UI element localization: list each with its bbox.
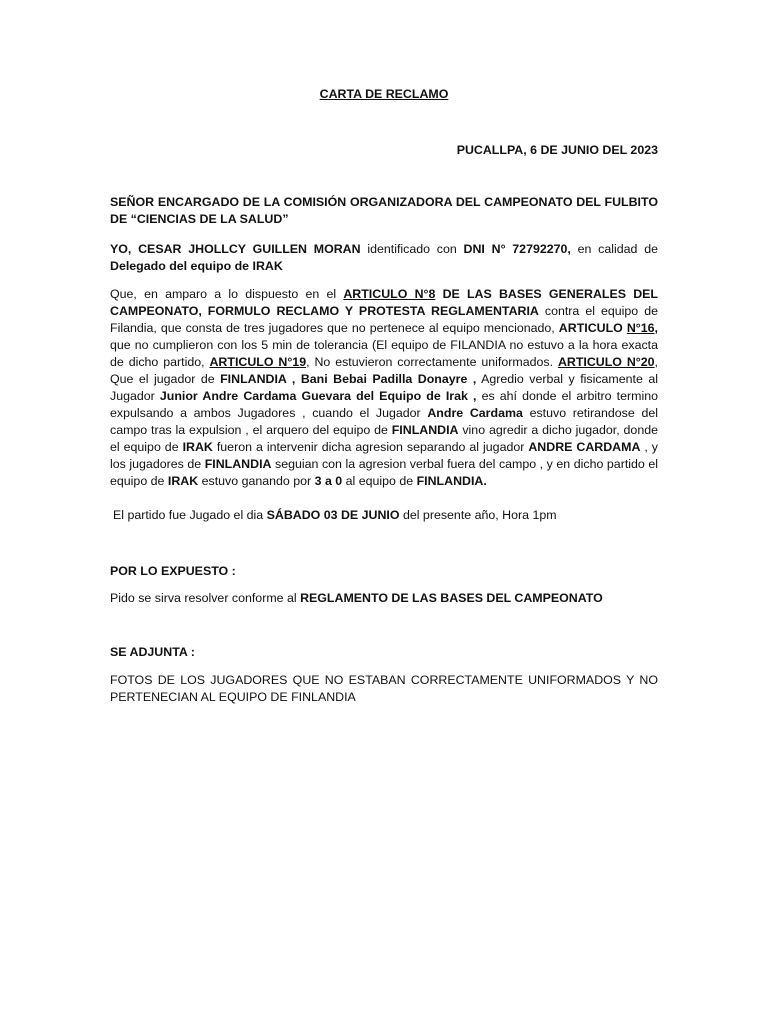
article-8: ARTICULO N°8 (343, 287, 436, 301)
addressee (110, 194, 658, 228)
expuesto-heading: POR LO EXPUESTO : (110, 564, 236, 578)
article-19: ARTICULO N°19 (209, 355, 307, 369)
request-paragraph: Pido se sirva resolver conforme al REGLAMENTO DE LAS BASES DEL CAMPEONATO (110, 591, 603, 605)
place-date-text: PUCALLPA, 6 DE JUNIO DEL 2023 (456, 143, 658, 157)
sender-name: YO, CESAR JHOLLCY GUILLEN MORAN (110, 242, 361, 256)
sender-dni: DNI N° 72792270, (463, 242, 571, 256)
body-paragraph: Que, en amparo a lo dispuesto en el ARTICULO N°8 DE LAS BASES GENERALES DEL CAMPEONATO, FORMULO RECLAMO Y PROTESTA REGLAMENTARIA contra el equipo de Filandia, que consta de tres jugadores que no pertenece al equipo mencionado, ARTICULO N°16, que no cumplieron con los 5 min de tolerancia (El equipo de FILANDIA no estuvo a la hora exacta de dicho partido, ARTICULO N°19, No estuvieron correctamente uniformados. ARTICULO N°20, Que el jugador de FINLANDIA , Bani Bebai Padilla Donayre , Agredio verbal y fisicamente al Jugador Junior Andre Cardama Guevara del Equipo de Irak , es ahí donde el arbitro termino expulsando a ambos Jugadores , cuando el Jugador Andre Cardama estuvo retirandose del campo tras la expulsion , el arquero del equipo de FINLANDIA vino agredir a dicho jugador, donde el equipo de IRAK fueron a intervenir dicha agresion separando al jugador ANDRE CARDAMA , y los jugadores de FINLANDIA seguian con la agresion verbal fuera del campo , y en dicho partido el equipo de IRAK estuvo ganando por 3 a 0 al equipo de FINLANDIA. (110, 287, 658, 488)
match-paragraph: El partido fue Jugado el dia SÁBADO 03 DE JUNIO del presente año, Hora 1pm (113, 508, 557, 522)
adjunta-heading: SE ADJUNTA : (110, 645, 195, 659)
article-16: N°16, (626, 321, 658, 335)
match-date: SÁBADO 03 DE JUNIO (266, 508, 400, 522)
match-score: 3 a 0 (314, 474, 343, 488)
article-20: ARTICULO N°20 (557, 355, 655, 369)
place-date (110, 142, 658, 159)
intro-paragraph: YO, CESAR JHOLLCY GUILLEN MORAN identificado con DNI N° 72792270, en calidad de Delegado del equipo de IRAK (110, 242, 658, 273)
letter-title (110, 86, 658, 103)
addressee-text: SEÑOR ENCARGADO DE LA COMISIÓN ORGANIZADORA DEL CAMPEONATO DEL FULBITO DE “CIENCIAS DE LA SALUD” (110, 195, 658, 226)
attachment-paragraph: FOTOS DE LOS JUGADORES QUE NO ESTABAN CORRECTAMENTE UNIFORMADOS Y NO PERTENECIAN AL EQUIPO DE FINLANDIA (110, 673, 658, 704)
sender-role: Delegado del equipo de IRAK (110, 259, 283, 273)
title-text: CARTA DE RECLAMO (319, 87, 449, 101)
